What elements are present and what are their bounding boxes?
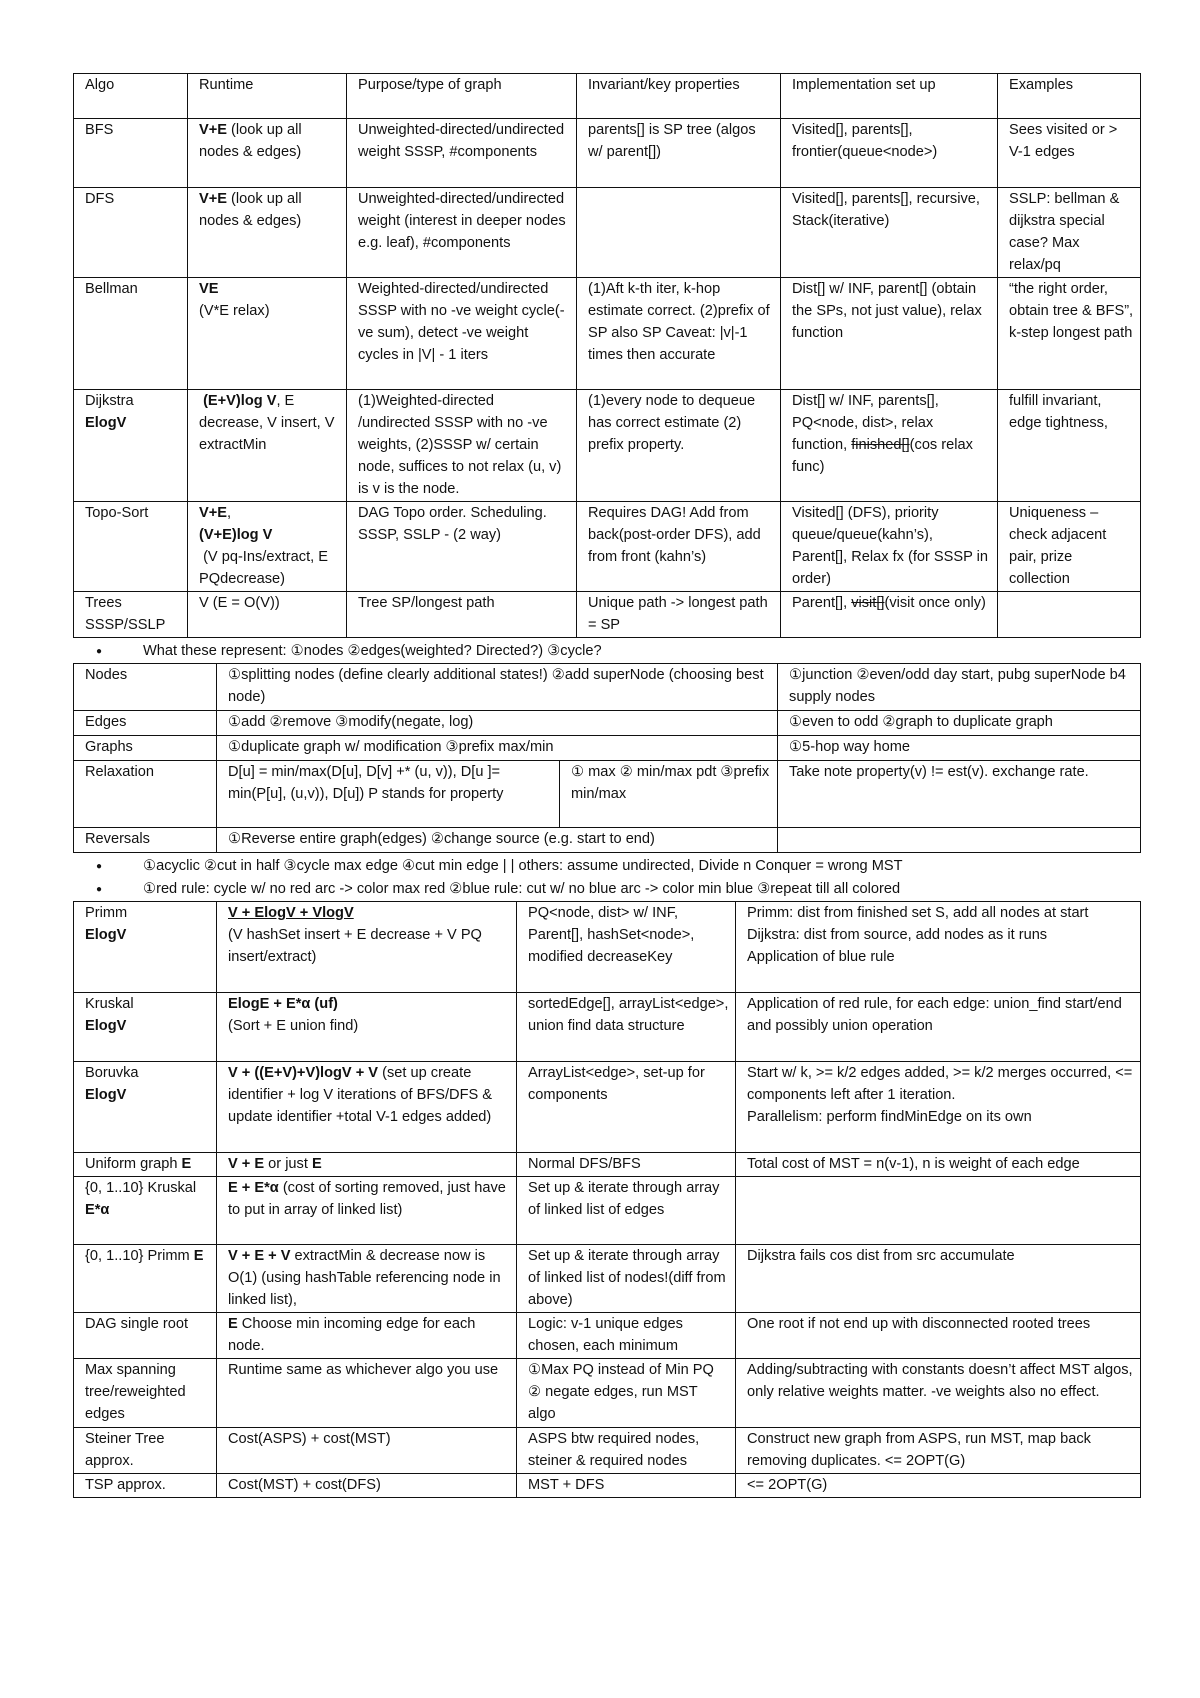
runtime-bold: VE [199,281,219,297]
table-row [74,390,1141,502]
notes-cell: Primm: dist from finished set S, add all nodes at start Dijkstra: dist from source, add nodes as it runs Application of blue rule [736,902,1141,993]
impl-cell: Visited[] (DFS), priority queue/queue(kahn’s), Parent[], Relax fx (for SSSP in order) [781,502,998,592]
header-cell: Implementation set up [781,74,998,119]
notes-cell [736,1177,1141,1245]
purpose-cell: DAG Topo order. Scheduling. SSSP, SSLP - (2 way) [347,502,577,592]
impl-cell: PQ<node, dist> w/ INF, Parent[], hashSet<node>, modified decreaseKey [517,902,736,993]
row-mid: ① max ② min/max pdt ③prefix min/max [560,761,778,828]
runtime-text: (Sort + E union find) [228,1018,359,1034]
header-cell: Runtime [188,74,347,119]
bullet-list [73,855,1140,901]
runtime-text: Choose min incoming edge for each node. [228,1316,476,1354]
algo-table-header [74,74,1141,119]
notes-cell: Dijkstra fails cos dist from src accumulate [736,1245,1141,1313]
algo-complexity: ElogV [85,1018,127,1034]
row-example: ①5-hop way home [778,736,1141,761]
runtime-text: (look up all nodes & edges) [199,191,302,229]
table-row [74,1474,1141,1498]
struck-text: finished[] [851,437,910,453]
algo-name-text: Boruvka [85,1065,139,1081]
bullet-list [73,640,1140,663]
runtime-bold: V+E [199,505,227,521]
row-desc: D[u] = min/max(D[u], D[v] +* (u, v)), D[u ]= min(P[u], (u,v)), D[u]) P stands for property [217,761,560,828]
row-label: Reversals [74,828,217,853]
table-row [74,1153,1141,1177]
algo-name: Steiner Tree approx. [74,1428,217,1474]
bullet-item: ● What these represent: ①nodes ②edges(weighted? Directed?) ③cycle? [73,640,1140,663]
row-desc: ①duplicate graph w/ modification ③prefix max/min [217,736,778,761]
table-row [74,902,1141,993]
table-row [74,592,1141,638]
notes-cell: Adding/subtracting with constants doesn’t affect MST algos, only relative weights matter. -ve weights also no effect. [736,1359,1141,1428]
algo-complexity: ElogV [85,1087,127,1103]
algo-name: DAG single root [74,1313,217,1359]
notes-cell: Application of red rule, for each edge: union_find start/end and possibly union operation [736,993,1141,1062]
purpose-cell: (1)Weighted-directed /undirected SSSP with no -ve weights, (2)SSSP w/ certain node, suffices to not relax (u, v) is v is the node. [347,390,577,502]
impl-cell: Visited[], parents[], recursive, Stack(iterative) [781,188,998,278]
impl-cell: ArrayList<edge>, set-up for components [517,1062,736,1153]
invariant-cell: (1)every node to dequeue has correct estimate (2) prefix property. [577,390,781,502]
runtime-text: extractMin & decrease now is O(1) (using hashTable referencing node in linked list), [228,1248,501,1308]
runtime-bold: (E+V)log V [203,393,277,409]
runtime-bold: V + E + V [228,1248,291,1264]
algo-name-text: {0, 1..10} Kruskal [85,1180,197,1196]
runtime-bold: V+E [199,122,227,138]
row-example: Take note property(v) != est(v). exchange rate. [778,761,1141,828]
runtime-text: (set up create identifier + log V iterations of BFS/DFS & update identifier +total V-1 edges added) [228,1065,493,1125]
purpose-cell: Unweighted-directed/undirected weight SSSP, #components [347,119,577,188]
row-label: Edges [74,711,217,736]
runtime-bold: V + ((E+V)+V)logV + V [228,1065,379,1081]
runtime-bold: V + E [228,1156,265,1172]
examples-cell: Sees visited or > V-1 edges [998,119,1141,188]
algo-complexity: E [193,1248,204,1264]
examples-cell: “the right order, obtain tree & BFS”, k-step longest path [998,278,1141,390]
bullet-item: ● ①acyclic ②cut in half ③cycle max edge ④cut min edge | | others: assume undirected, Divide n Conquer = wrong MST [73,855,1140,878]
notes-cell: One root if not end up with disconnected rooted trees [736,1313,1141,1359]
algo-name-text: Kruskal [85,996,134,1012]
algo-name [74,1245,217,1313]
runtime-bold: ElogE + E*α (uf) [228,996,338,1012]
table-row [74,993,1141,1062]
table-row [74,1428,1141,1474]
impl-cell [781,592,998,638]
impl-cell: ①Max PQ instead of Min PQ ② negate edges, run MST algo [517,1359,736,1428]
algo-complexity: ElogV [85,927,127,943]
algo-name: TSP approx. [74,1474,217,1498]
impl-cell: sortedEdge[], arrayList<edge>, union find data structure [517,993,736,1062]
runtime-cell [217,902,517,993]
impl-cell: Logic: v-1 unique edges chosen, each minimum [517,1313,736,1359]
impl-cell: Set up & iterate through array of linked list of edges [517,1177,736,1245]
runtime-text: (V hashSet insert + E decrease + V PQ insert/extract) [228,927,482,965]
table-row [74,278,1141,390]
cheat-sheet [73,73,1140,1498]
notes-cell: Construct new graph from ASPS, run MST, map back removing duplicates. <= 2OPT(G) [736,1428,1141,1474]
row-example: ①even to odd ②graph to duplicate graph [778,711,1141,736]
row-label: Nodes [74,664,217,711]
runtime-cell [217,1245,517,1313]
algo-name: DFS [74,188,188,278]
algo-name-text: Primm [85,905,128,921]
invariant-cell: parents[] is SP tree (algos w/ parent[]) [577,119,781,188]
runtime-bold: (V+E)log V [199,527,273,543]
impl-text: Dist[] w/ INF, parents[], PQ<node, dist>, relax function, [792,393,939,453]
runtime-cell [188,502,347,592]
runtime-text: (cost of sorting removed, just have to put in array of linked list) [228,1180,506,1218]
table-row [74,828,1141,853]
table-row [74,664,1141,711]
algo-name [74,902,217,993]
impl-cell: Set up & iterate through array of linked list of nodes!(diff from above) [517,1245,736,1313]
algo-name: Max spanning tree/reweighted edges [74,1359,217,1428]
table-row [74,1062,1141,1153]
row-example: ①junction ②even/odd day start, pubg superNode b4 supply nodes [778,664,1141,711]
runtime-cell [217,993,517,1062]
runtime-bold: V + ElogV + VlogV [228,905,354,921]
runtime-cell [188,119,347,188]
notes-cell: Total cost of MST = n(v-1), n is weight of each edge [736,1153,1141,1177]
table-row [74,1245,1141,1313]
runtime-bold: E [228,1316,238,1332]
impl-cell [781,390,998,502]
algo-name-text: Uniform graph [85,1156,182,1172]
algo-name [74,1153,217,1177]
algo-complexity: E*α [85,1202,110,1218]
runtime-cell [188,188,347,278]
header-cell: Algo [74,74,188,119]
bullet-item: ● ①red rule: cycle w/ no red arc -> color max red ②blue rule: cut w/ no blue arc -> color min blue ③repeat till all colored [73,878,1140,901]
row-example [778,828,1141,853]
purpose-cell: Weighted-directed/undirected SSSP with no -ve weight cycle(-ve sum), detect -ve weight cycles in |V| - 1 iters [347,278,577,390]
invariant-cell [577,188,781,278]
impl-cell: Dist[] w/ INF, parent[] (obtain the SPs, not just value), relax function [781,278,998,390]
purpose-cell: Unweighted-directed/undirected weight (interest in deeper nodes e.g. leaf), #components [347,188,577,278]
header-cell: Examples [998,74,1141,119]
runtime-text: , [227,505,232,521]
algo-name [74,1177,217,1245]
examples-cell: fulfill invariant, edge tightness, [998,390,1141,502]
algo-complexity: ElogV [85,415,127,431]
table-row [74,1177,1141,1245]
notes-cell: <= 2OPT(G) [736,1474,1141,1498]
invariant-cell: (1)Aft k-th iter, k-hop estimate correct. (2)prefix of SP also SP Caveat: |v|-1 times then accurate [577,278,781,390]
runtime-text: (V*E relax) [199,303,270,319]
runtime-bold: E + E*α [228,1180,279,1196]
algo-name-text: Dijkstra [85,393,134,409]
algo-name: Bellman [74,278,188,390]
invariant-cell: Unique path -> longest path = SP [577,592,781,638]
algo-name [74,993,217,1062]
table-row [74,1359,1141,1428]
model-table [73,663,1141,853]
algo-name: BFS [74,119,188,188]
runtime-text: or just [264,1156,312,1172]
runtime-cell [188,390,347,502]
row-desc: ①Reverse entire graph(edges) ②change source (e.g. start to end) [217,828,778,853]
runtime-cell [217,1313,517,1359]
table-row [74,736,1141,761]
runtime-cell [217,1177,517,1245]
table-row [74,119,1141,188]
examples-cell [998,592,1141,638]
algo-name [74,390,188,502]
runtime-bold: V+E [199,191,227,207]
runtime-cell [217,1062,517,1153]
runtime-text: , E decrease, V insert, V extractMin [199,393,335,453]
table-row [74,1313,1141,1359]
runtime-text: (V pq-Ins/extract, E PQdecrease) [199,549,328,587]
table-row [74,761,1141,828]
impl-cell: Normal DFS/BFS [517,1153,736,1177]
runtime-cell: V (E = O(V)) [188,592,347,638]
impl-text: (visit once only) [884,595,986,611]
mst-table [73,901,1141,1498]
algo-complexity: E [181,1156,192,1172]
table-row [74,711,1141,736]
impl-text: (cos relax func) [792,437,973,475]
header-cell: Invariant/key properties [577,74,781,119]
invariant-cell: Requires DAG! Add from back(post-order DFS), add from front (kahn’s) [577,502,781,592]
row-label: Graphs [74,736,217,761]
impl-cell: Visited[], parents[], frontier(queue<node>) [781,119,998,188]
table-row [74,502,1141,592]
runtime-cell: Cost(MST) + cost(DFS) [217,1474,517,1498]
purpose-cell: Tree SP/longest path [347,592,577,638]
header-cell: Purpose/type of graph [347,74,577,119]
notes-cell: Start w/ k, >= k/2 edges added, >= k/2 merges occurred, <= components left after 1 iteration. Parallelism: perform findMinEdge on its own [736,1062,1141,1153]
examples-cell: Uniqueness – check adjacent pair, prize collection [998,502,1141,592]
algo-table [73,73,1141,638]
impl-cell: MST + DFS [517,1474,736,1498]
struck-text: visit[] [851,595,885,611]
row-desc: ①add ②remove ③modify(negate, log) [217,711,778,736]
row-label: Relaxation [74,761,217,828]
table-row [74,188,1141,278]
runtime-cell: Cost(ASPS) + cost(MST) [217,1428,517,1474]
runtime-cell [217,1153,517,1177]
algo-name: Trees SSSP/SSLP [74,592,188,638]
algo-name [74,1062,217,1153]
runtime-text: (look up all nodes & edges) [199,122,302,160]
algo-name-text: {0, 1..10} Primm [85,1248,194,1264]
impl-cell: ASPS btw required nodes, steiner & required nodes [517,1428,736,1474]
algo-name: Topo-Sort [74,502,188,592]
row-desc: ①splitting nodes (define clearly additional states!) ②add superNode (choosing best node) [217,664,778,711]
runtime-cell [188,278,347,390]
runtime-cell: Runtime same as whichever algo you use [217,1359,517,1428]
runtime-bold: E [311,1156,322,1172]
examples-cell: SSLP: bellman & dijkstra special case? Max relax/pq [998,188,1141,278]
impl-text: Parent[], [792,595,852,611]
